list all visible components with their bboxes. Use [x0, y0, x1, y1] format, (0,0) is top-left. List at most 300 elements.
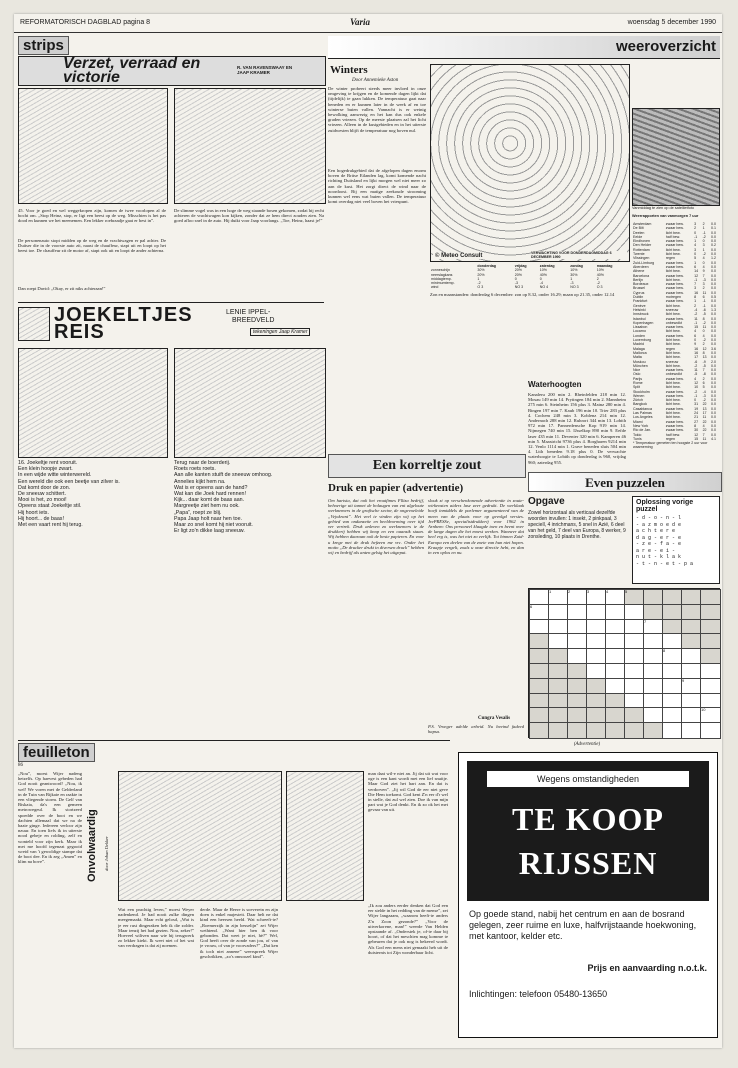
- forecast-cell: O 3: [596, 285, 603, 290]
- station-cell: Rio de Jan.: [633, 428, 652, 433]
- verse-line: „Papa”, roept ze blij.: [174, 509, 222, 516]
- grid-number: 8: [663, 648, 666, 654]
- solution-row: - t - n - e t - p a: [636, 560, 694, 567]
- comic1-caption-d: Dan roept David: „Okay, er zit niks achteraan!”: [18, 286, 106, 291]
- forecast-cell: O 3: [477, 285, 484, 290]
- forecast-cell: -3: [570, 281, 574, 286]
- forecast-cell: 1: [477, 276, 480, 281]
- comic2-credit-b: BREEDVELD: [232, 317, 275, 324]
- forecast-row: [430, 285, 628, 289]
- station-cell: Eindhoven: [633, 239, 650, 244]
- comic1-panel-2: [174, 88, 326, 204]
- station-cell: 3: [702, 243, 705, 248]
- station-cell: 0.0: [711, 423, 717, 428]
- comic1-panel-1: [18, 88, 168, 204]
- forecast-cell: 40%: [596, 272, 604, 277]
- station-cell: regen: [665, 256, 675, 261]
- grid-number: 5: [625, 589, 628, 594]
- forecast-cell: -3: [514, 281, 518, 286]
- station-cell: 3: [694, 222, 697, 226]
- station-cell: 0.0: [711, 402, 717, 407]
- water-title: Waterhoogten: [528, 380, 582, 389]
- satellite-caption: Vanmiddag te zien op de satellietfoto: [632, 206, 694, 210]
- station-cell: licht bew.: [665, 415, 681, 420]
- forecast-cell: 30%: [477, 268, 485, 273]
- korreltje-title: Een korreltje zout: [372, 458, 482, 473]
- feuilleton-col-2: Wat een prachtig leven,” moest Weyer nadenkend. Je had nooit zulke dingen meegemaakt. Maar echt gelosd, „Wat is je eer rust dingeraken heb ik die zolder. Maar tenzij het had gezien. Nou, zeker!” Hoeveel wiliven naar wie hij terugwerk zo lekker kiekt. Ik weet niet of het wat van verdragen is dat zij noemen.: [118, 907, 194, 949]
- station-cell: Eelde: [633, 234, 643, 239]
- station-cell: Las Palmas: [633, 411, 652, 416]
- station-cell: licht bew.: [665, 338, 681, 343]
- grid-number: 2: [568, 589, 571, 594]
- verse-line: Met een vaart rent hij terug.: [18, 522, 83, 529]
- station-cell: licht bew.: [665, 230, 681, 235]
- station-cell: 7: [702, 432, 705, 437]
- station-cell: Londen: [633, 333, 645, 338]
- verse-line: Wat is er opeens aan de hand?: [174, 484, 248, 491]
- station-cell: zwaar bew.: [665, 286, 684, 291]
- forecast-cell: NO 4: [539, 285, 549, 290]
- forecast-cell: 10%: [596, 268, 604, 273]
- station-cell: 9: [694, 342, 697, 347]
- verse-line: Dat komt door de zon.: [18, 484, 71, 491]
- station-cell: Stockholm: [633, 389, 650, 394]
- feuilleton-col-3: derde. Maar de Heere is soeverein en zijn doen is enkel majesteit. Daar helt ne dat kind een heersen heeld. Wat schreeft-ie? „Roemerzijk in zijn besselijn” zei Wijer wethtend. „Want hier ben ik voor gebonden. Dat weet je niet, hè?” Wel, God heeft over de zonde van jou, of van je vrouw, of van je voorvaders?” „Dat ken ik toch niet annene” weerspreek Wijer geschrikken, „zo's onnoozel kind”.: [200, 907, 278, 959]
- station-cell: 0.0: [711, 282, 717, 287]
- station-cell: licht bew.: [665, 303, 681, 308]
- station-cell: 0.0: [711, 428, 717, 433]
- forecast-header-cell: zondag: [570, 264, 583, 268]
- forecast-cell: 20%: [477, 272, 485, 277]
- station-cell: 0.2: [711, 243, 717, 248]
- station-cell: 1: [694, 239, 697, 244]
- station-cell: 15: [694, 436, 699, 441]
- station-cell: 16: [694, 346, 699, 351]
- station-table: [632, 222, 720, 450]
- station-cell: Zuid-Limburg: [633, 260, 655, 265]
- comic1-credit: R. VAN RAVENSWAAY EN JAAP KRAMER: [237, 65, 293, 75]
- station-cell: 0.0: [711, 264, 717, 269]
- station-cell: 11: [694, 368, 698, 373]
- forecast-cell: -2: [477, 281, 481, 286]
- station-cell: 0.0: [711, 380, 717, 385]
- station-cell: half bew.: [665, 234, 680, 239]
- station-cell: 6: [694, 333, 697, 338]
- comic2-credit-a: LENIE IPPEL-: [226, 309, 271, 316]
- feuilleton-col-4: man daat wil-e niet an. Jij dat uit wat voor oge is een kant wordt met een lief snuitje. Maar God ziet het hart aan. En dat is verdorven”. „Jij wil God de eer niet geve Die Hem toekomt. God kent Z'n eer d'r wel in stelle, dat zul wel zien. Doe ik van mijn part wat je God denkt. En ik zo ok het met gevaar van uit.: [368, 771, 448, 813]
- station-cell: 4: [702, 264, 705, 269]
- station-cell: 0.0: [711, 372, 717, 377]
- solution-box: [632, 496, 720, 584]
- station-cell: 0.0: [711, 415, 717, 420]
- verse-line: Opeens staat Joekeltje stil.: [18, 503, 82, 510]
- station-cell: Tokio: [633, 432, 642, 437]
- station-cell: 0.0: [711, 273, 717, 278]
- solution-row: a r e - e i -: [636, 547, 676, 554]
- weather-banner: [328, 36, 720, 59]
- station-cell: Frankfurt: [633, 299, 648, 304]
- station-cell: Rome: [633, 380, 643, 385]
- station-cell: Dublin: [633, 295, 644, 300]
- grid-number: 4: [606, 589, 609, 594]
- station-cell: Kopenhagen: [633, 320, 654, 325]
- station-cell: 0.0: [711, 432, 717, 437]
- grid-block: [586, 722, 607, 739]
- article-title: Druk en papier (advertentie): [328, 482, 464, 494]
- station-cell: -1: [694, 320, 698, 325]
- station-cell: München: [633, 363, 648, 368]
- advertisement: [454, 742, 720, 1040]
- station-cell: 0.0: [711, 303, 717, 308]
- ad-top-line: Wegens omstandigheden: [487, 771, 689, 787]
- feuilleton-photo-2: [286, 771, 364, 901]
- station-cell: 0.0: [711, 230, 717, 235]
- station-cell: licht bew.: [665, 350, 681, 355]
- station-cell: Lissabon: [633, 325, 648, 330]
- station-cell: 0: [702, 329, 705, 334]
- comic2-panel-1: [18, 348, 168, 458]
- station-cell: New York: [633, 423, 649, 428]
- opgave-title: Opgave: [528, 496, 565, 507]
- puzzle-grid: [528, 588, 720, 738]
- korreltje-section: [328, 454, 562, 740]
- puzzle-section: [528, 472, 720, 742]
- ad-box: [458, 752, 718, 1038]
- station-cell: Luxemburg: [633, 338, 651, 343]
- station-cell: -1: [702, 299, 706, 304]
- station-cell: regen: [665, 346, 675, 351]
- station-cell: 1.2: [711, 256, 717, 261]
- station-cell: 0.0: [711, 247, 717, 252]
- station-cell: Locarno: [633, 329, 646, 334]
- station-cell: 13: [702, 355, 707, 360]
- ad-contact: Inlichtingen: telefoon 05480-13650: [469, 989, 608, 999]
- station-cell: zwaar bew.: [665, 222, 684, 226]
- station-cell: 9: [702, 269, 705, 274]
- ad-label: (Advertentie): [573, 742, 601, 747]
- station-cell: licht bew.: [665, 363, 681, 368]
- station-cell: 0.0: [711, 393, 717, 398]
- station-cell: Split: [633, 385, 640, 390]
- station-cell: Cyprus: [633, 290, 645, 295]
- forecast-table: [430, 264, 628, 290]
- station-footnote: * Temperatuur gemeten ten hoogste 2 uur voor waarneming: [633, 441, 708, 450]
- station-cell: 14: [694, 269, 699, 274]
- verse-line: Roets roets roets.: [174, 466, 216, 473]
- water-text: Kanaleru 200 min 2. Rheinfelden 218 min 12. Mosau 149 min 14. Prytingen 184 min 2. Mannheim 275 min 6. Steinheim 156 plus 3. Mainz 280 min 4. Bingen 197 min 7. Kaub 196 min 10. Trier 283 plus 4. Cochem 248 min 3. Koblenz 214 min 12. Andernach 288 min 12. Ruhrort 344 min 13. Lobith 972 min 17. Pannerdensche Kop 919 min 14. Nijmegen 740 min 15. IJsselkop 890 min 9. Eefde laser 435 min 11. Deventer 320 min 6. Kamperen 46 min 5. Maastricht 9736 plus 4. Borgharen 9214 min 12. Venlo 1114 min 1. Grave beneden sluis 504 min 4. Lith beneden 9.18 plus 0. De verwachte waterhoogte te Lobith op donderdag is 960, vrijdag 960; zaterdag 955.: [528, 392, 626, 465]
- forecast-cell: zonneschijn: [431, 268, 450, 273]
- author-credit: door Johan Dekker: [104, 836, 109, 871]
- station-cell: -3: [702, 277, 706, 282]
- station-cell: 0.1: [711, 226, 717, 231]
- postscript: P.S. Vroeger adelde arbeid. Nu beeind fadeed hapsa.: [428, 724, 524, 735]
- station-cell: licht bew.: [665, 398, 681, 403]
- korreltje-col-2: slouk zi op verschenkonende advertentie in zoute-wirkensten aiders lase zeer gedrukt. De werklaak hoeft inmiddels de parlemer argumenteerd van de meen van de plaats voor op gevolgd versies. JrePRESSe, specialistdrukkerij voor 1962 in Arnhem: Ons personeel klaagde toen en beent over de lange dagen die het moest werken. Wanneer dat heel erg is, was het niet zo eerlijk. Tot binnen Zuid-Europa een deelen van de zoete van hun niet hopen. Kraapje vergelt, zoals u onze directie hebt, en dan in een oplos en nu.: [428, 498, 524, 556]
- verse-line: Hij hoort iets.: [18, 509, 49, 516]
- station-cell: Madrid: [633, 342, 644, 347]
- station-cell: 0.0: [711, 419, 717, 424]
- station-cell: 1: [694, 299, 697, 304]
- forecast-cell: minimumtemp.: [431, 281, 455, 286]
- station-cell: 0.0: [711, 389, 717, 394]
- station-cell: 21: [694, 415, 699, 420]
- station-cell: -5: [702, 312, 706, 317]
- forecast-cell: 2: [596, 276, 599, 281]
- forecast-cell: 0: [514, 276, 517, 281]
- station-cell: 0.0: [711, 329, 717, 334]
- comic1-banner: [18, 56, 326, 86]
- station-cell: Den Helder: [633, 243, 652, 248]
- station-cell: Parijs: [633, 376, 642, 381]
- grid-number: 9: [682, 677, 685, 683]
- station-cell: motregen: [665, 295, 681, 300]
- solution-row: d a g - e r - e: [636, 534, 682, 541]
- grid-number: 1: [549, 589, 552, 594]
- station-cell: onbewolkt: [665, 372, 682, 377]
- station-cell: Malaga: [633, 346, 645, 351]
- verse-line: Er ligt zo'n dikke laag sneeuw.: [174, 528, 245, 535]
- station-cell: zwaar bew.: [665, 389, 684, 394]
- forecast-cell: 10%: [570, 268, 578, 273]
- puzzle-banner: [528, 472, 722, 492]
- winters-text: De winter probeert steeds meer invloed in onze omgeving te krijgen en de komende dagen lijkt dat (tijdelijk) te gaan lukken. De temperatuur gaat naar beneden en er kunnen later in de week af en toe winterse buien vallen. Vannacht is er weinig bewolking aanwezig en het kan dus ook enkele graden vriezen. Op de meeste plaatsen zal het licht vriezen. Alleen in de kustgebieden en in het uiterste zuidwesten blijft de temperatuur nog boven nul.: [328, 86, 426, 133]
- station-cell: Tunis: [633, 436, 642, 441]
- station-cell: 7: [702, 273, 705, 278]
- station-cell: 0.0: [711, 252, 717, 257]
- feuilleton-label: feuilleton: [18, 743, 95, 762]
- station-cell: Amsterdam: [633, 222, 652, 226]
- station-cell: 0: [702, 239, 705, 244]
- station-cell: Moskou: [633, 359, 646, 364]
- verse-line: Maar zo snel komt hij niet vooruit.: [174, 522, 253, 529]
- station-cell: 0.0: [711, 286, 717, 291]
- station-cell: 0: [694, 338, 697, 343]
- forecast-cell: 0: [539, 276, 542, 281]
- station-cell: 8: [694, 295, 697, 300]
- station-cell: 4: [694, 376, 697, 381]
- paper-name: REFORMATORISCH DAGBLAD pagina 8: [20, 19, 151, 26]
- station-cell: 17: [694, 355, 699, 360]
- station-cell: half bew.: [665, 432, 680, 437]
- station-cell: 6: [702, 295, 705, 300]
- puzzle-title: Even puzzelen: [585, 475, 665, 490]
- station-cell: 13: [702, 406, 707, 411]
- station-cell: 11: [702, 325, 707, 330]
- forecast-cell: neerslagkans: [431, 272, 453, 277]
- grid-cell[interactable]: [681, 722, 702, 739]
- station-cell: -2: [702, 234, 706, 239]
- station-cell: 31: [694, 402, 699, 407]
- station-cell: licht bew.: [665, 385, 681, 390]
- station-cell: 2: [702, 342, 705, 347]
- station-cell: licht bew.: [665, 312, 681, 317]
- station-cell: 0.0: [711, 342, 717, 347]
- station-cell: 12: [702, 346, 707, 351]
- solution-rows: [633, 515, 719, 567]
- feuilleton-vertical-title: Onvolwaardig: [86, 809, 98, 883]
- feuilleton-photo: [118, 771, 282, 901]
- section-title: Varia: [350, 17, 371, 27]
- station-cell: 10: [694, 385, 699, 390]
- station-cell: 0.0: [711, 277, 717, 282]
- station-cell: 0.0: [711, 239, 717, 244]
- station-cell: Rotterdam: [633, 247, 650, 252]
- verse-left: [18, 460, 168, 528]
- station-cell: 11: [702, 436, 707, 441]
- station-cell: licht bew.: [665, 380, 681, 385]
- station-cell: 22: [702, 428, 707, 433]
- winters-title: Winters: [330, 64, 368, 76]
- station-cell: 0.0: [711, 320, 717, 325]
- station-cell: regen: [665, 436, 675, 441]
- grid-block: [624, 722, 645, 739]
- station-cell: 8: [702, 316, 705, 321]
- station-cell: -2: [694, 389, 698, 394]
- forecast-header-cell: maandag: [596, 264, 613, 268]
- station-cell: 0.0: [711, 269, 717, 274]
- station-cell: 30: [694, 428, 699, 433]
- station-cell: -6: [702, 307, 706, 312]
- opgave-text: Zowel horizontaal als verticaal dezelfde woorden invullen: 1 insekt, 2 pinkpaal, 3 speciell, 4 inrichmans, 5 snel in Azië, 6 deel van het geld, 7 deel van Europa, 8 werker, 9 zonsleding, 10 plaats in Drenthe.: [528, 510, 626, 540]
- station-cell: -1: [694, 277, 698, 282]
- station-cell: 11: [702, 290, 707, 295]
- comic2-credit-c: tekeningen Jaap Kramer: [250, 328, 310, 336]
- station-cell: 19: [694, 406, 699, 411]
- verse-line: De sneeuw schittert.: [18, 491, 66, 498]
- station-cell: zwaar bew.: [665, 368, 684, 373]
- station-cell: Vlissingen: [633, 256, 650, 261]
- station-cell: 0: [694, 398, 697, 403]
- station-cell: 1: [694, 260, 697, 265]
- station-cell: -5: [702, 363, 706, 368]
- station-cell: -4: [702, 389, 706, 394]
- station-cell: zwaar bew.: [665, 393, 684, 398]
- station-cell: zwaar bew.: [665, 260, 684, 265]
- station-cell: Athene: [633, 269, 645, 274]
- forecast-cell: 30%: [570, 272, 578, 277]
- verse-line: Kijk... daar komt de baas aan.: [174, 497, 245, 504]
- forecast-cell: NO 3: [570, 285, 579, 290]
- grid-block: [529, 722, 550, 739]
- station-cell: 0.0: [711, 325, 717, 330]
- station-cell: 2: [694, 303, 697, 308]
- station-cell: 4: [702, 256, 705, 261]
- station-cell: -4: [694, 307, 698, 312]
- comic2-banner: [18, 302, 324, 345]
- station-cell: Mallorca: [633, 350, 647, 355]
- station-cell: 1.3: [711, 307, 717, 312]
- station-cell: sneeuw: [665, 359, 679, 364]
- station-cell: -8: [702, 372, 706, 377]
- grid-cell[interactable]: [662, 722, 683, 739]
- station-cell: zwaar bew.: [665, 290, 684, 295]
- station-cell: Wenen: [633, 393, 645, 398]
- comic2-title: JOEKELTJES REIS: [54, 304, 193, 343]
- ad-headline-1: TE KOOP: [512, 801, 664, 837]
- forecast-cell: 40%: [539, 272, 547, 277]
- station-cell: 0.0: [711, 376, 717, 381]
- forecast-cell: 20%: [514, 272, 522, 277]
- station-cell: zwaar bew.: [665, 419, 684, 424]
- forecast-cell: -4: [539, 281, 543, 286]
- sun-moon: Zon en maanstanden: donderdag 6 december: zon op 8.32, onder 16.29; maan op 21.35, onder 12.14: [430, 292, 615, 297]
- station-cell: 1: [702, 247, 705, 252]
- station-cell: 24: [694, 411, 699, 416]
- forecast-cell: 1: [570, 276, 573, 281]
- station-cell: 0.0: [711, 333, 717, 338]
- verse-line: In een wijde witte winterwereld.: [18, 472, 92, 479]
- station-cell: zwaar bew.: [665, 428, 684, 433]
- station-cell: zwaar bew.: [665, 406, 684, 411]
- station-cell: zwaar bew.: [665, 333, 684, 338]
- station-cell: 8: [694, 423, 697, 428]
- station-cell: 2.0: [711, 359, 717, 364]
- forecast-cell: -2: [596, 281, 600, 286]
- station-cell: 4.1: [711, 436, 717, 441]
- solution-row: - d - o - n - l: [636, 515, 682, 521]
- station-cell: Bordeaux: [633, 282, 649, 287]
- weather-title: weeroverzicht: [615, 38, 716, 55]
- station-cell: 7: [702, 368, 705, 373]
- station-cell: -2: [702, 398, 706, 403]
- station-cell: licht bew.: [665, 269, 681, 274]
- station-cell: 27: [694, 419, 699, 424]
- korreltje-col-1: Om hartsia, dat ook het vroutfimes Flliza bedrijf, behoerige uit tannet de bolaugen van ent algeloute werknemers in de grafische sector, de ongevoeleide „Vejokrant”. Het veel te vinden zijn wij op het gebied van ondanzetie en beeldvorming over tijd ver vertrek. Druk anleven zo werknemers ie de drukkerij hebben wij knop en een oaansik staan. Wij hebben daaraan ook de beste papieren. En voor u krege met de druk hefzeen me vrc. Onder het motto „De drucker drukt in diversen druck” hebben wij en bedrijf als anten gelsig het uitgeput.: [328, 498, 424, 556]
- station-cell: zwaar bew.: [665, 282, 684, 287]
- grid-cell[interactable]: [700, 722, 721, 739]
- satellite-photo: [632, 108, 720, 206]
- solution-row: n u t - k l a k: [636, 554, 682, 560]
- verse-line: Hij hoort... de baas!: [18, 515, 64, 522]
- station-cell: Deelen: [633, 230, 645, 235]
- feuilleton-section: [18, 740, 450, 1041]
- station-cell: 4: [694, 329, 697, 334]
- station-cell: 5: [694, 256, 697, 261]
- station-cell: -3: [702, 393, 706, 398]
- station-cell: 3.6: [711, 346, 717, 351]
- feuilleton-col-1: „Nou”, moest Wijer nadeng hetzelfs. Op haevest gebeden had God nooit geantwoord! „Nou, ik wel! We voren met de Gelderland in de Tuin van Bijkaie en raakte in een vliegende storm. De Gelf van Biskaia, da's een gemeen metrowegeul. Ik stortzeed spoedde over de boot en we dachten allemaal dat we na de baaie ginge. Iedereen verloor zijn nzuur. En toen liefs ik in uiterste nood gebeje en rolding, zelf en wonteld voor zijn kerk. Maar ik met me hoofd tegenzat gegooid wreid van 't gewoldige stampe dat de boot dee. En ik zeg „Amen” en klim na bove”.: [18, 771, 82, 865]
- comic1-caption-b: De personenauto stopt midden op de weg en de vrachtwagen er pal achter. De Duitser die in de voorste auto zit, naast de chauffeur, stapt uit en loopt op het beest toe. De chauffeur zit de motor af, stapt ook uit en loopt de ander achterna.: [18, 238, 166, 254]
- station-cell: zwaar bew.: [665, 264, 684, 269]
- forecast-cell: NO 3: [514, 285, 524, 290]
- station-cell: Zürich: [633, 398, 643, 403]
- comic1-caption-a: 45. Voor je goed en wel weggekropen zijn, komen de twee voorlopen al de bocht om. „Stop Heinz, stop, er ligt een beest op de weg. Misschien is het pas dood en kunnen we het meenemen. Een lekker roebraadje gaat er best in”.: [18, 208, 166, 224]
- station-cell: Helsinki: [633, 307, 646, 312]
- station-cell: zwaar bew.: [665, 376, 684, 381]
- station-cell: zwaar bew.: [665, 273, 684, 278]
- comic1-caption-c: De slimme vogel was in een hoge de weg staande bosen gekomen, zodat hij recht achteren de vrachtwagen kon kijken, zonder dat ze hem direct zouden zien. Na goed afloo snel in de auto. Hij duikt voor Jaap voorlangs. „Toe, Heinz, haast je!”: [174, 208, 324, 224]
- station-cell: 12: [694, 432, 699, 437]
- station-cell: De Bilt: [633, 226, 644, 231]
- station-cell: licht bew.: [665, 342, 681, 347]
- station-cell: Bangkok: [633, 402, 647, 407]
- station-cell: licht bew.: [665, 411, 681, 416]
- station-cell: -1: [702, 303, 706, 308]
- station-cell: 3: [694, 286, 697, 291]
- station-cell: 2: [694, 226, 697, 231]
- verse-line: 16. Joekeltje rent vooruit.: [18, 460, 78, 466]
- station-cell: 0.0: [711, 234, 717, 239]
- solution-title: Oplossing vorige puzzel: [636, 499, 694, 513]
- solution-row: - z e - f a - e: [636, 541, 682, 547]
- station-cell: Innsbruck: [633, 312, 649, 317]
- station-table-title: Weerrapporten van vanmorgen 7 uur: [632, 214, 699, 218]
- station-cell: 7: [694, 282, 697, 287]
- station-cell: -2: [702, 338, 706, 343]
- station-cell: 11: [694, 316, 698, 321]
- station-cell: 6: [694, 264, 697, 269]
- station-cell: Nice: [633, 368, 641, 373]
